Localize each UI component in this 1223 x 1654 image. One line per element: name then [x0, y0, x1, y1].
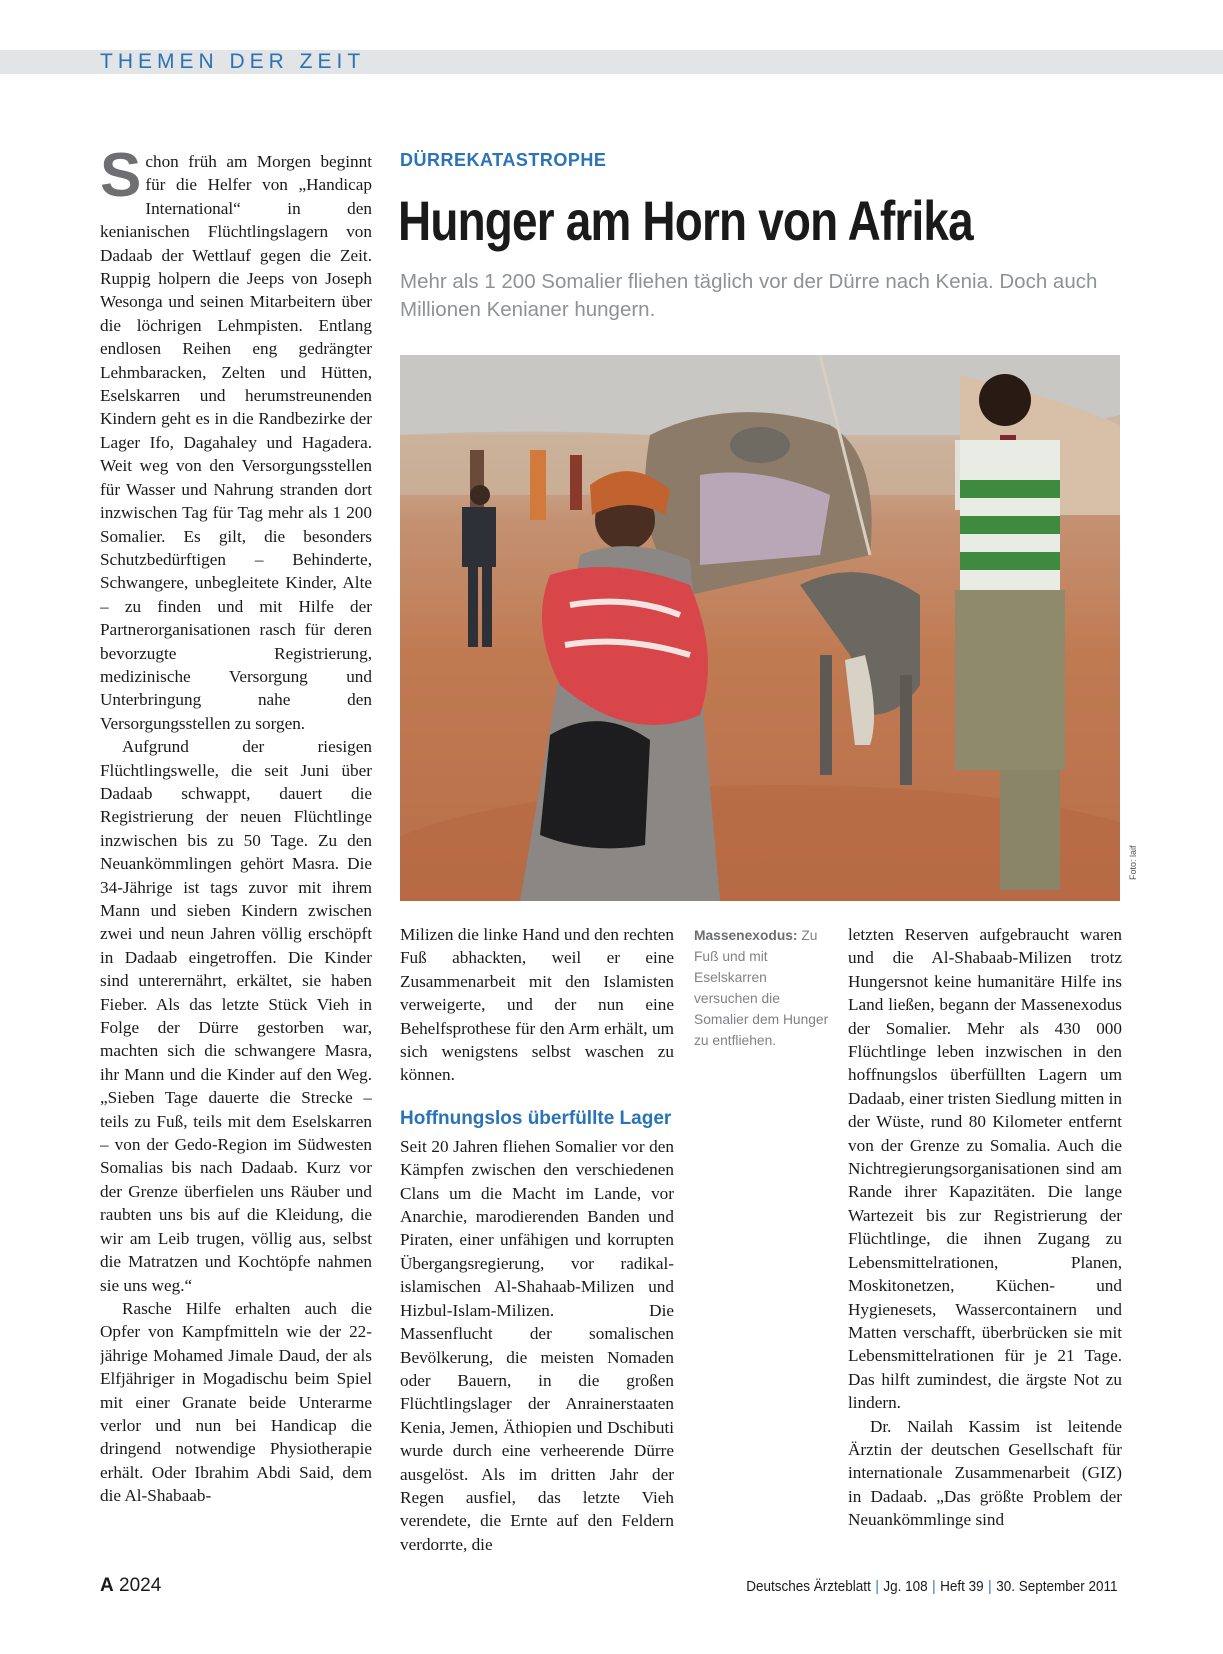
page-number-value: 2024 — [119, 1575, 162, 1596]
article-column-2 — [400, 923, 674, 1558]
section-title: THEMEN DER ZEIT — [100, 50, 366, 73]
paragraph: Dr. Nailah Kassim ist leitende Ärztin der deutschen Gesellschaft für internationale Zusammenarbeit (GIZ) in Dadaab. „Das größte Problem der Neuankömmlinge sind — [848, 1416, 1122, 1530]
volume: Jg. 108 — [883, 1578, 929, 1595]
paragraph: Seit 20 Jahren fliehen Somalier vor den Kämpfen zwischen den verschiedenen Clans um die Macht im Lande, vor Anarchie, marodierenden Banden und Piraten, einer unfähigen und korrupten Übergangsregierung, vor radikal-islamischen Al-Shahaab-Milizen und Hizbul-Islam-Milizen. Die Massenflucht der somalischen Bevölkerung, die meisten Nomaden oder Bauern, in die großen Flüchtlingslager der Anrainerstaaten Kenia, Jemen, Äthiopien und Dschibuti wurde durch eine verheerende Dürre ausgelöst. Als im dritten Jahr der Regen ausfiel, das letzte Vieh verendete, die Ernte auf den Feldern verdorrte, die — [400, 1136, 674, 1554]
photo-illustration — [400, 355, 1120, 901]
paragraph: Aufgrund der riesigen Flüchtlingswelle, die seit Juni über Dadaab schwappt, dauert die Registrierung der neuen Flüchtlinge inzwischen bis zu 50 Tage. Zu den Neuankömmlingen gehört Masra. Die 34-Jährige ist tags zuvor mit ihrem Mann und sieben Kindern zwischen zwei und neun Jahren völlig erschöpft in Dadaab eingetroffen. Die Kinder sind unterernährt, erkältet, sie haben Fieber. Als das letzte Stück Vieh in Folge der Dürre gestorben war, machten sich die schwangere Masra, ihr Mann und die Kinder auf den Weg. „Sieben Tage dauerte die Strecke – teils zu Fuß, teils mit dem Eselskarren – von der Gedo-Region im Südwesten Somalias bis nach Dadaab. Kurz vor der Grenze überfielen uns Räuber und raubten uns bis auf die Kleidung, die wir am Leib trugen, völlig aus, selbst die Matratzen und Kochtöpfe nahmen sie uns weg.“ — [100, 737, 372, 1295]
issue: Heft 39 — [940, 1578, 985, 1595]
paragraph: letzten Reserven aufgebraucht waren und die Al-Shabaab-Milizen trotz Hungersnot keine humanitäre Hilfe ins Land ließen, begann der Massenexodus der Somalier. Mehr als 430 000 Flüchtlinge leben inzwischen in den hoffnungslos überfüllten Lagern um Dadaab, einer tristen Siedlung mitten in der Wüste, rund 80 Kilometer entfernt von der Grenze zu Somalia. Auch die Nichtregierungsorganisationen sind am Rande ihrer Kapazitäten. Die lange Wartezeit bis zur Registrierung der Flüchtlinge, die ihnen Zugang zu Lebensmittelrationen, Planen, Moskitonetzen, Küchen- und Hygienesets, Wassercontainern und Matten verschafft, überbrücken sie mit Lebensmittelrationen für je 21 Tage. Das hilft zumindest, die ärgste Not zu lindern. — [848, 925, 1122, 1413]
caption-label: Massenexodus: — [694, 928, 798, 943]
article-column-3 — [848, 923, 1122, 1558]
drop-cap: S — [100, 150, 142, 210]
separator: | — [932, 1578, 937, 1595]
journal-name: Deutsches Ärzteblatt — [746, 1578, 872, 1595]
page-number — [100, 1575, 161, 1597]
footer-citation — [747, 1578, 1118, 1595]
paragraph: Milizen die linke Hand und den rechten Fuß abhackten, weil er eine Zusammenarbeit mit den Islamisten verweigerte, und der nun eine Behelfsprothese für den Arm erhält, um sich wenigstens selbst waschen zu können. — [400, 925, 674, 1085]
article-subhead: Hoffnungslos überfüllte Lager — [400, 1107, 672, 1129]
photo-credit: Foto: laif — [1128, 845, 1138, 880]
caption-text: Zu Fuß und mit Eselskarren versuchen die Somalier dem Hunger zu entfliehen. — [694, 928, 829, 1048]
page-letter: A — [100, 1575, 114, 1596]
separator: | — [875, 1578, 880, 1595]
paragraph: Schon früh am Morgen beginnt für die Helfer von „Handicap International“ in den kenianischen Flüchtlingslagern von Dadaab der Wettlauf gegen die Zeit. Ruppig holpern die Jeeps von Joseph Wesonga und seinen Mitarbeitern über die löchrigen Lehmpisten. Entlang endlosen Reihen eng gedrängter Lehmbaracken, Zelten und Hütten, Eselskarren und herumstreunenden Kindern geht es in die Randbezirke der Lager Ifo, Dagahaley und Hagadera. Weit weg von den Versorgungsstellen für Wasser und Nahrung stranden dort inzwischen Tag für Tag mehr als 1 200 Somalier. Es gilt, die besonders Schutzbedürftigen – Behinderte, Schwangere, unbegleitete Kinder, Alte – zu finden und mit Hilfe der Partnerorganisationen rasch für deren bevorzugte Registrierung, medizinische Versorgung und Unterbringung nahe den Versorgungsstellen zu sorgen. — [100, 150, 372, 733]
article-column-1 — [100, 150, 372, 1550]
photo-caption — [694, 925, 830, 1051]
issue-date: 30. September 2011 — [996, 1578, 1118, 1595]
article-kicker: DÜRREKATASTROPHE — [400, 150, 607, 170]
article-dek: Mehr als 1 200 Somalier fliehen täglich vor der Dürre nach Kenia. Doch auch Millionen Kenianer hungern. — [400, 270, 1098, 321]
paragraph: Rasche Hilfe erhalten auch die Opfer von Kampfmitteln wie der 22-jährige Mohamed Jimale Daud, der als Elfjähriger in Mogadischu beim Spiel mit einer Granate beide Unterarme verlor und nun bei Handicap die dringend notwendige Physiotherapie erhält. Oder Ibrahim Abdi Said, dem die Al-Shabaab- — [100, 1298, 372, 1506]
article-headline: Hunger am Horn von Afrika — [398, 189, 973, 252]
article-photo — [400, 355, 1120, 901]
separator: | — [988, 1578, 993, 1595]
